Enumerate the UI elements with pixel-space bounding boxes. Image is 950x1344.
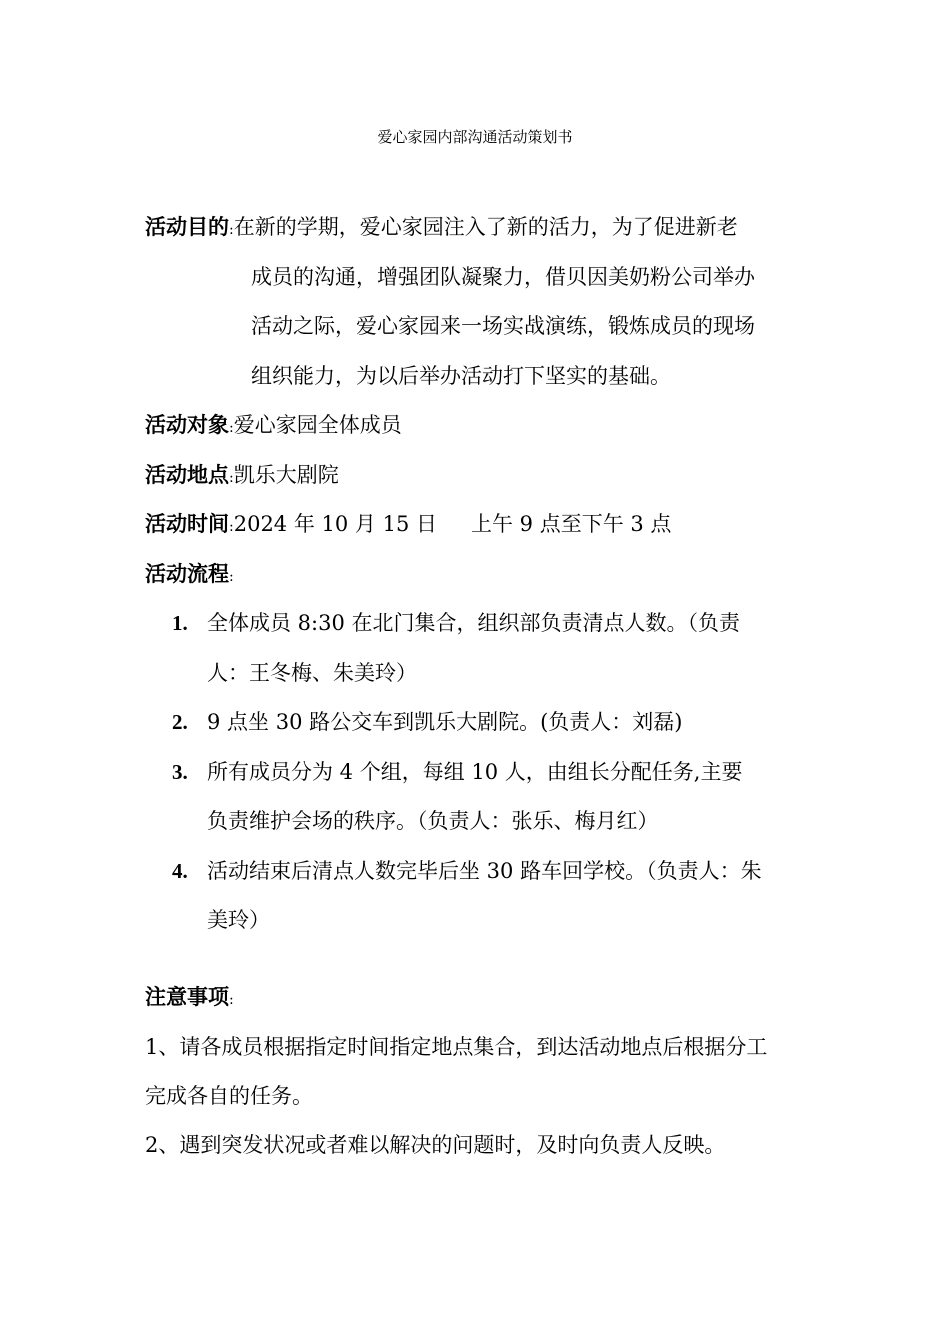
target-label: 活动对象 [145,413,229,437]
purpose-label: 活动目的 [145,215,229,239]
purpose-row [145,212,738,245]
step-line: 所有成员分为 4 个组，每组 10 人，由组长分配任务,主要 [207,760,743,784]
process-row [145,559,234,592]
step-number: 1. [172,611,188,635]
purpose-line: 成员的沟通，增强团队凝聚力，借贝因美奶粉公司举办 [251,265,755,289]
note-line: 2、遇到突发状况或者难以解决的问题时，及时向负责人反映。 [145,1133,726,1157]
step-number: 4. [172,859,188,883]
target-colon: : [229,420,234,436]
time-date: 2024 年 10 月 15 日 [233,512,437,536]
process-label: 活动流程 [145,562,229,586]
step-line: 活动结束后清点人数完毕后坐 30 路车回学校。（负责人：朱 [207,859,762,883]
note-line: 完成各自的任务。 [145,1084,313,1108]
purpose-line: 在新的学期，爱心家园注入了新的活力，为了促进新老 [233,215,738,239]
location-row [145,460,339,493]
time-colon: : [229,519,234,535]
location-value: 凯乐大剧院 [233,463,339,487]
document-title: 爱心家园内部沟通活动策划书 [377,128,573,146]
target-row [145,410,402,443]
location-colon: : [229,470,234,486]
step-number: 3. [172,760,188,784]
time-row [145,509,671,542]
target-value: 爱心家园全体成员 [233,413,402,437]
time-label: 活动时间 [145,512,229,536]
step-line: 9 点坐 30 路公交车到凯乐大剧院。(负责人：刘磊) [207,710,683,734]
step-line: 负责维护会场的秩序。（负责人：张乐、梅月红） [207,809,659,833]
process-colon: : [229,569,234,585]
purpose-line: 活动之际，爱心家园来一场实战演练，锻炼成员的现场 [251,314,755,338]
notes-label: 注意事项 [145,985,229,1009]
step-line: 全体成员 8:30 在北门集合，组织部负责清点人数。（负责 [207,611,741,635]
location-label: 活动地点 [145,463,229,487]
step-line: 人：王冬梅、朱美玲） [207,661,417,685]
purpose-colon: : [229,222,234,238]
step-number: 2. [172,710,188,734]
notes-colon: : [229,992,234,1008]
purpose-line: 组织能力，为以后举办活动打下坚实的基础。 [251,364,671,388]
notes-row [145,982,234,1015]
step-line: 美玲） [207,908,270,932]
time-hours: 上午 9 点至下午 3 点 [470,512,672,536]
note-line: 1、请各成员根据指定时间指定地点集合，到达活动地点后根据分工 [145,1035,768,1059]
